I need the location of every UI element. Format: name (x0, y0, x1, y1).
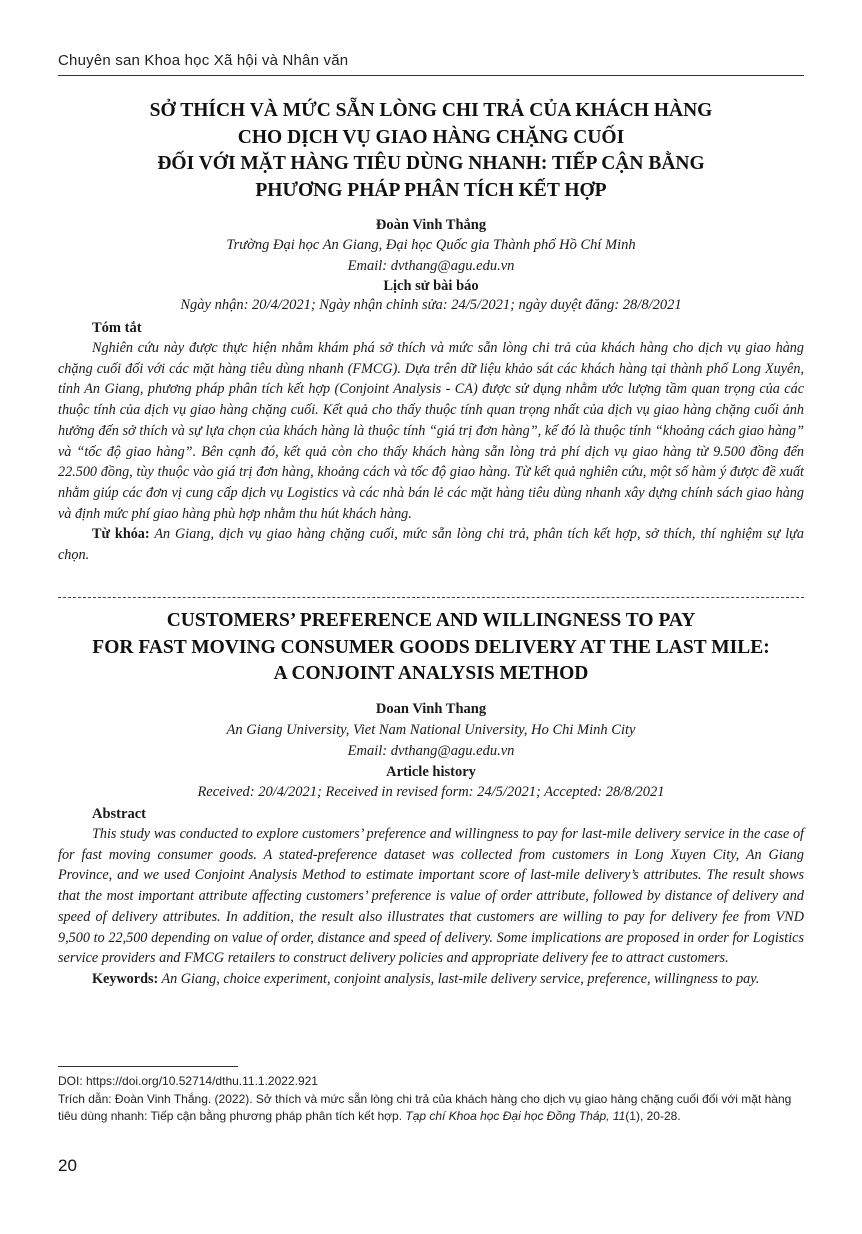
en-keywords-label: Keywords: (92, 970, 159, 987)
vi-author: Đoàn Vinh Thắng (375, 217, 487, 233)
page-number: 20 (58, 1156, 77, 1175)
en-history-label: Article history (386, 764, 476, 780)
doi-line (58, 1073, 804, 1091)
vi-byline (58, 216, 804, 315)
en-abstract-section (58, 804, 804, 990)
vi-abstract-text: Nghiên cứu này được thực hiện nhằm khám phá sở thích và mức sẵn lòng chi trả của khách hàng cho dịch vụ giao hàng chặng cuối đối với các mặt hàng tiêu dùng nhanh (FMCG). Dựa trên dữ liệu khảo sát các khách hàng tại thành phố Long Xuyên, tỉnh An Giang, phương pháp phân tích kết hợp (Conjoint Analysis - CA) được sử dụng nhằm ước lượng tầm quan trọng của các thuộc tính của dịch vụ giao hàng chặng cuối. Kết quả cho thấy thuộc tính quan trọng nhất của dịch vụ giao hàng chặng cuối ảnh hưởng đến sở thích và sự lựa chọn của khách hàng là thuộc tính “giá trị đơn hàng”, kế đó là thuộc tính “khoảng cách giao hàng” và “tốc độ giao hàng”. Bên cạnh đó, kết quả còn cho thấy khách hàng sẵn lòng trả phí dịch vụ giao hàng từ 9.500 đồng đến 22.500 đồng, tùy thuộc vào giá trị đơn hàng, khoảng cách và tốc độ giao hàng. Từ kết quả nghiên cứu, một số hàm ý được đề xuất nhằm giúp các đơn vị cung cấp dịch vụ Logistics và các nhà bán lẻ các mặt hàng tiêu dùng nhanh xây dựng chính sách giao hàng và định mức phí giao hàng phù hợp nhằm thu hút khách hàng. (58, 340, 804, 522)
vi-title-line: SỞ THÍCH VÀ MỨC SẴN LÒNG CHI TRẢ CỦA KHÁCH HÀNG (149, 100, 713, 121)
en-title-line: CUSTOMERS’ PREFERENCE AND WILLINGNESS TO PAY (166, 610, 696, 631)
header-rule (58, 75, 804, 76)
footnote-rule (58, 1066, 238, 1067)
vi-title (58, 98, 804, 204)
running-head: Chuyên san Khoa học Xã hội và Nhân văn (58, 52, 349, 69)
citation (58, 1091, 804, 1126)
en-abstract-label: Abstract (92, 806, 146, 822)
citation-journal: Tạp chí Khoa học Đại học Đồng Tháp, 11 (405, 1109, 626, 1123)
vi-keywords (58, 524, 804, 565)
citation-text: Trích dẫn: Đoàn Vinh Thắng. (2022). Sở thích và mức sẵn lòng chi trả của khách hàng cho dịch vụ giao hàng chặng cuối đối với mặt hàng tiêu dùng nhanh: Tiếp cận bằng phương pháp phân tích kết hợp. (58, 1091, 792, 1123)
vi-title-line: CHO DỊCH VỤ GIAO HÀNG CHẶNG CUỐI (237, 126, 625, 148)
en-keywords-text: An Giang, choice experiment, conjoint analysis, last-mile delivery service, preference, willingness to pay. (161, 970, 760, 987)
citation-issue: (1), 20-28. (625, 1109, 681, 1123)
vi-email: Email: dvthang@agu.edu.vn (347, 258, 515, 274)
en-byline (58, 700, 804, 802)
vi-affiliation: Trường Đại học An Giang, Đại học Quốc gia Thành phố Hồ Chí Minh (226, 237, 636, 253)
doi-text[interactable]: DOI: https://doi.org/10.52714/dthu.11.1.2022.921 (58, 1074, 318, 1088)
vi-keywords-label: Từ khóa: (92, 526, 150, 543)
vi-history-label: Lịch sử bài báo (383, 278, 479, 294)
en-affiliation: An Giang University, Viet Nam National University, Ho Chi Minh City (226, 722, 636, 738)
vi-title-line: ĐỐI VỚI MẶT HÀNG TIÊU DÙNG NHANH: TIẾP CẬN BẰNG (157, 153, 705, 174)
en-title (58, 608, 804, 688)
vi-title-line: PHƯƠNG PHÁP PHÂN TÍCH KẾT HỢP (255, 179, 607, 201)
vi-abstract-label: Tóm tắt (92, 320, 142, 336)
en-title-line: FOR FAST MOVING CONSUMER GOODS DELIVERY AT THE LAST MILE: (92, 636, 770, 658)
vi-history: Ngày nhận: 20/4/2021; Ngày nhận chỉnh sửa: 24/5/2021; ngày duyệt đăng: 28/8/2021 (180, 297, 682, 313)
en-history: Received: 20/4/2021; Received in revised form: 24/5/2021; Accepted: 28/8/2021 (197, 784, 665, 800)
section-divider (58, 597, 804, 598)
en-abstract-text: This study was conducted to explore customers’ preference and willingness to pay for last-mile delivery service in the case of for fast moving consumer goods. A stated-preference dataset was collected from customers in Long Xuyen City, An Giang Province, and we used Conjoint Analysis Method to estimate important score of last-mile delivery’s attributes. The result shows that the most important attribute affecting customers’ preference is value of order attribute, followed by distance of delivery and speed of delivery attributes. In addition, the result also illustrates that customers are willing to pay for delivery fee from VND 9,500 to 22,500 depending on value of order, distance and speed of delivery. Some implications are proposed in order for Logistics service providers and FMCG retailers to construct delivery policies and appropriate delivery fee to attract customers. (58, 826, 804, 967)
en-title-line: A CONJOINT ANALYSIS METHOD (273, 663, 589, 684)
en-email: Email: dvthang@agu.edu.vn (347, 743, 515, 759)
vi-keywords-text: An Giang, dịch vụ giao hàng chặng cuối, mức sẵn lòng chi trả, phân tích kết hợp, sở thích, thí nghiệm sự lựa chọn. (58, 526, 804, 564)
vi-abstract-section (58, 318, 804, 566)
en-keywords (58, 969, 804, 990)
en-author: Doan Vinh Thang (375, 701, 487, 717)
footnote (58, 1073, 804, 1126)
